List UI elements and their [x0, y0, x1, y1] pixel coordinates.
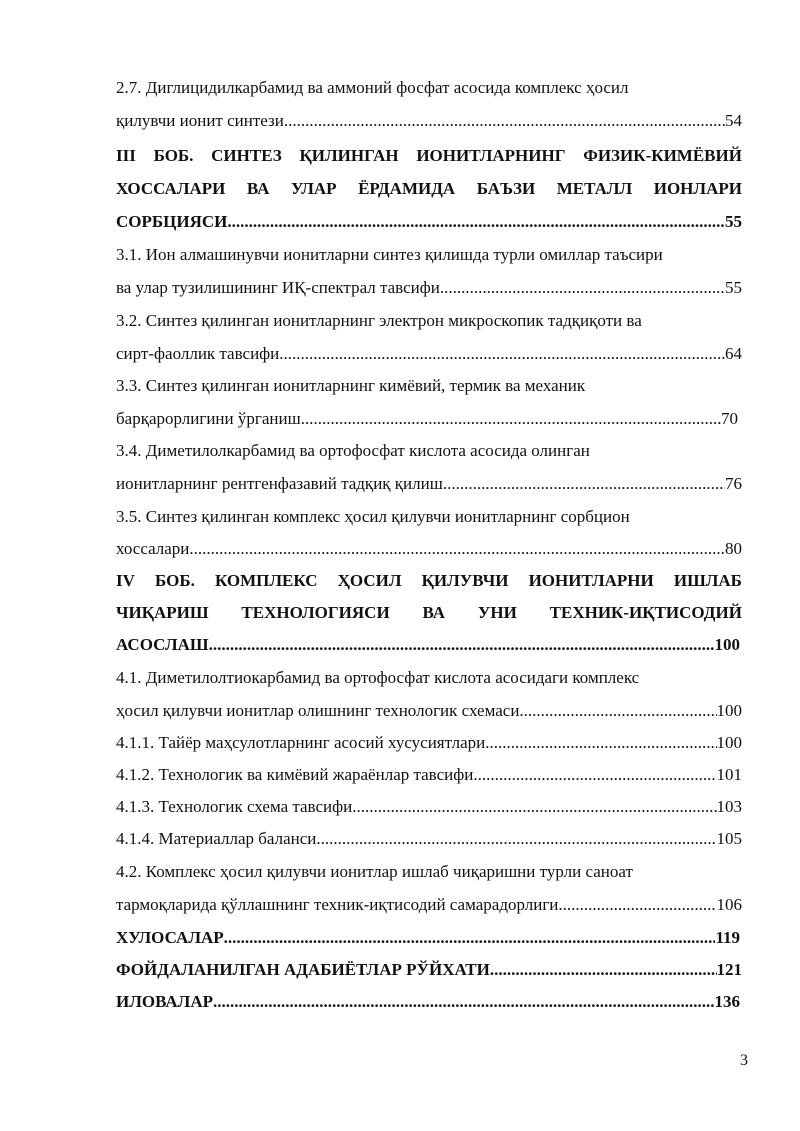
toc-entry-3-5-line2: хоссалари — [116, 539, 190, 558]
toc-entry-appendices — [116, 991, 740, 1013]
chapter-4-heading — [116, 634, 740, 656]
leader-dots — [279, 343, 725, 365]
toc-entry-4-1-2 — [116, 764, 742, 786]
toc-entry-3-4-line1: 3.4. Диметилолкарбамид ва ортофосфат кислота асосида олинган — [116, 441, 590, 460]
toc-page-number: 119 — [715, 928, 740, 947]
toc-entry-3-3 — [116, 408, 738, 430]
toc-page-number: 101 — [716, 765, 742, 784]
leader-dots — [301, 408, 721, 430]
toc-page-number: 55 — [725, 212, 742, 231]
toc-page-number: 103 — [716, 797, 742, 816]
leader-dots — [352, 796, 716, 818]
toc-entry-2-7 — [116, 110, 742, 132]
toc-entry-3-1-line2: ва улар тузилишининг ИҚ-спектрал тавсифи — [116, 278, 440, 297]
toc-entry-4-1-2-title: 4.1.2. Технологик ва кимёвий жараёнлар тавсифи — [116, 765, 474, 784]
leader-dots — [473, 764, 716, 786]
toc-page-number: 80 — [725, 539, 742, 558]
leader-dots — [224, 927, 716, 949]
toc-page-number: 55 — [725, 278, 742, 297]
toc-page-number: 76 — [725, 474, 742, 493]
toc-page-number: 100 — [714, 635, 740, 654]
toc-entry-conclusions — [116, 927, 740, 949]
toc-entry-3-1 — [116, 277, 742, 299]
toc-entry-4-1-1-title: 4.1.1. Тайёр маҳсулотларнинг асосий хусусиятлари — [116, 733, 486, 752]
toc-page-number: 70 — [721, 409, 738, 428]
leader-dots — [316, 828, 716, 850]
leader-dots — [284, 110, 725, 132]
chapter-3-heading-line3: СОРБЦИЯСИ — [116, 212, 228, 231]
leader-dots — [213, 991, 715, 1013]
toc-entry-3-2 — [116, 343, 742, 365]
toc-entry-3-2-line1: 3.2. Синтез қилинган ионитларнинг электрон микроскопик тадқиқоти ва — [116, 311, 642, 330]
leader-dots — [519, 700, 716, 722]
leader-dots — [558, 894, 716, 916]
toc-page-number: 105 — [716, 829, 742, 848]
leader-dots — [189, 538, 725, 560]
chapter-4-heading-line3: АСОСЛАШ — [116, 635, 209, 654]
toc-page-number: 121 — [716, 960, 742, 979]
page-number: 3 — [740, 1052, 748, 1069]
leader-dots — [227, 211, 725, 233]
toc-entry-2-7-line2: қилувчи ионит синтези — [116, 111, 284, 130]
toc-entry-2-7-line1: 2.7. Диглицидилкарбамид ва аммоний фосфат асосида комплекс ҳосил — [116, 78, 629, 97]
toc-entry-4-1-3 — [116, 796, 742, 818]
references-title: ФОЙДАЛАНИЛГАН АДАБИЁТЛАР РЎЙХАТИ — [116, 960, 490, 979]
toc-page-number: 106 — [716, 895, 742, 914]
toc-entry-4-2 — [116, 894, 742, 916]
chapter-3-heading — [116, 211, 742, 233]
appendices-title: ИЛОВАЛАР — [116, 992, 213, 1011]
leader-dots — [209, 634, 715, 656]
toc-entry-3-4 — [116, 473, 742, 495]
chapter-3-heading-line1: III БОБ. СИНТЕЗ ҚИЛИНГАН ИОНИТЛАРНИНГ ФИЗИК-КИМЁВИЙ — [116, 146, 742, 165]
toc-entry-3-2-line2: сирт-фаоллик тавсифи — [116, 344, 280, 363]
toc-page-number: 136 — [714, 992, 740, 1011]
toc-page-number: 100 — [716, 701, 742, 720]
leader-dots — [485, 732, 716, 754]
toc-entry-references — [116, 959, 742, 981]
leader-dots — [443, 473, 725, 495]
toc-page-number: 54 — [725, 111, 742, 130]
toc-entry-4-1-3-title: 4.1.3. Технологик схема тавсифи — [116, 797, 353, 816]
toc-entry-3-3-line1: 3.3. Синтез қилинган ионитларнинг кимёвий, термик ва механик — [116, 376, 586, 395]
chapter-3-heading-line2: ХОССАЛАРИ ВА УЛАР ЁРДАМИДА БАЪЗИ МЕТАЛЛ ИОНЛАРИ — [116, 179, 742, 198]
toc-entry-4-2-line1: 4.2. Комплекс ҳосил қилувчи ионитлар ишлаб чиқаришни турли саноат — [116, 862, 633, 881]
leader-dots — [440, 277, 725, 299]
chapter-4-heading-line1: IV БОБ. КОМПЛЕКС ҲОСИЛ ҚИЛУВЧИ ИОНИТЛАРНИ ИШЛАБ — [116, 571, 742, 590]
toc-entry-4-1 — [116, 700, 742, 722]
toc-entry-3-5 — [116, 538, 742, 560]
toc-page-number: 64 — [725, 344, 742, 363]
toc-entry-3-3-line2: барқарорлигини ўрганиш — [116, 409, 301, 428]
toc-entry-4-1-4 — [116, 828, 742, 850]
toc-entry-3-4-line2: ионитларнинг рентгенфазавий тадқиқ қилиш — [116, 474, 443, 493]
conclusions-title: ХУЛОСАЛАР — [116, 928, 224, 947]
toc-entry-4-2-line2: тармоқларида қўллашнинг техник-иқтисодий самарадорлиги — [116, 895, 559, 914]
chapter-4-heading-line2: ЧИҚАРИШ ТЕХНОЛОГИЯСИ ВА УНИ ТЕХНИК-ИҚТИСОДИЙ — [116, 603, 742, 622]
toc-entry-4-1-4-title: 4.1.4. Материаллар баланси — [116, 829, 317, 848]
toc-entry-3-1-line1: 3.1. Ион алмашинувчи ионитларни синтез қилишда турли омиллар таъсири — [116, 245, 663, 264]
toc-entry-4-1-line1: 4.1. Диметилолтиокарбамид ва ортофосфат кислота асосидаги комплекс — [116, 668, 640, 687]
toc-entry-3-5-line1: 3.5. Синтез қилинган комплекс ҳосил қилувчи ионитларнинг сорбцион — [116, 507, 630, 526]
toc-entry-4-1-1 — [116, 732, 742, 754]
leader-dots — [490, 959, 717, 981]
toc-page-number: 100 — [716, 733, 742, 752]
toc-entry-4-1-line2: ҳосил қилувчи ионитлар олишнинг технологик схемаси — [116, 701, 520, 720]
